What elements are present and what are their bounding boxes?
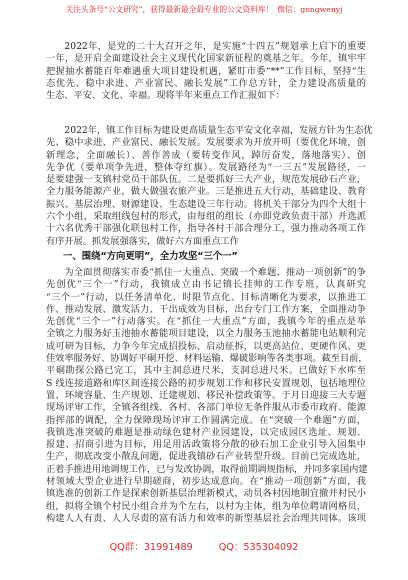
section-1-line: S 线连接道路和库区间连接公路的初步规划工作和移民安置规划，包括地理位: [46, 377, 366, 389]
section-1-heading: 一、围绕“方向更明”，全力攻坚“三个一”: [63, 251, 238, 262]
section-1-line: 镇选准的创新工作是探索创新基层治理新模式，动员各村因地制宜撤并村民小: [46, 488, 366, 500]
section-1-line: “三个一”行动，以任务清单化、时限节点化、目标清晰化为要求，以推进工: [46, 291, 366, 303]
intro-line: 一年，是开启全面建设社会主义现代化国家新征程的奠基之年。今年，镇牢牢: [46, 53, 366, 65]
section-1-body: [46, 267, 366, 525]
section-1-line: 我镇选准突破的难题是推动绿色建材产业园建设，以完成园区选址、规划、: [46, 426, 366, 438]
section-1-line: 置、环境容量、生产规划、迁建规划、移民补偿政策等。于月日迎接三大专题: [46, 389, 366, 401]
qq-number: QQ：535304092: [218, 542, 299, 553]
section-1-line: 构建人人有责、人人尽责的富有活力和效率的新型基层社会治理共同体。该项: [46, 512, 366, 524]
section-1-line: 现场评审工作，全镇各组线、各村、各部门单位无条件服从市委市政府、能源: [46, 402, 366, 414]
section-1-line: 报建、招商引进为目标，用足用活政策将分散的砂石加工企业引导入园集中: [46, 439, 366, 451]
goals-paragraph: [46, 125, 373, 248]
intro-line: 2022年，是党的二十大召开之年，是实施“十四五”规划承上启下的重要: [64, 41, 366, 52]
section-1-line: 作、推动发展、激发活力、干出成效为目标，出台专门工作方案，全面推动争: [46, 303, 366, 315]
section-1-line: 正着手推进用地调规工作，已与发改协调，取得前期调规指标，并同多家国内建: [46, 463, 368, 475]
section-1-line: 指挥部的调配，全力保障现场评审工作圆满完成。在“突破一个难题”方面，: [46, 414, 366, 426]
promo-banner: [0, 5, 408, 15]
goals-line: 十六名优秀干部强化联包村工作，指导各村干部合理分工，强力推动各项工作: [46, 223, 366, 235]
intro-line: 把握抽水蓄能百年难遇重大项目建设机遇，紧盯市委“**”工作目标，坚持“生: [46, 65, 366, 77]
section-1-line: 平硐勘探公路已完工，其中主洞总进尺米，支洞总进尺米。已做好下水库至: [46, 365, 366, 377]
goals-line: 振兴、基层治理、财源建设、生态建设三年行动。将机关干部分为四个大组十: [46, 198, 366, 210]
goals-line: 全力服务能源产业，做大做强农旅产业。三是推进五大行动，基础建设、教育: [46, 186, 366, 198]
intro-line: 态优先、稳中求进、产业富民、融长发展”工作总方针，全力建设高质量的: [46, 77, 366, 89]
goals-line: 六个小组，采取组线包村的形式，由每组的组长（亦即党政负责干部）并选派: [46, 211, 366, 223]
section-1-line: 生产，彻底改变小散乱问题，促进我镇砂石产业转型升级。目前已完成选址，: [46, 451, 366, 463]
section-1-line: 为全面贯彻落实市委“抓住一大重点、突破一个难题、推动一项创新”的争: [64, 267, 366, 278]
contact-footer: [0, 541, 408, 554]
section-1-line: 先创优“三个一”行动，我镇成立由书记镇长挂帅的工作专班，认真研究: [46, 279, 366, 291]
wechat-id: 微信：gongwenyj: [277, 5, 343, 14]
promo-text: 关注头条号“公文研究”，获得最新最全最专业的公文资料库！: [65, 5, 274, 14]
intro-line: 生态、平安、文化、幸福。现将半年来重点工作汇报如下：: [46, 90, 285, 102]
section-1-line: 先创优“三个一”行动落实。在“抓住一大重点”方面，我镇今年的重点是举: [46, 316, 366, 328]
goals-line: 2022年，镇工作目标为建设更高质量生态平安文化幸福，发展方针为生态优: [64, 125, 373, 136]
section-1-line: 全镇之力服务好玉池抽水蓄能项目建设，以全力服务玉池抽水蓄能电站顺利完: [46, 328, 366, 340]
goals-line: 新理念，全面融长）、善作善成（要转变作风，踔厉奋发，落地落实）、创: [46, 149, 366, 161]
qq-group-number: QQ群：31991489: [109, 542, 193, 553]
goals-line: 先争优（要单项争先进，整体夺红旗）。发展路径为“一三五”发展路径，一: [46, 161, 366, 173]
intro-paragraph: [46, 41, 366, 102]
section-1-line: 组，拟将全镇个村民小组合并为个左右，以村为主体，组为单位聘请网格员，: [46, 500, 366, 512]
goals-line: 先、稳中求进、产业富民、融长发展。发展要求为开放开明（要优化环境，创: [46, 137, 366, 149]
section-1-line: 材领域大型企业进行早期磋商，初步达成意向。在“推动一项创新”方面，我: [46, 476, 366, 488]
section-1-line: 成可研为目标，力争今年完成招投标、启动征拆，以更高站位、更硬作风、更: [46, 340, 366, 352]
section-1-line: 佳效率服务好、协调好平硐开挖、材料运输、爆破影响等各类事项。截至目前，: [46, 353, 368, 365]
goals-line: 有序开展。抓发展强落实，做好六方面重点工作: [46, 235, 239, 247]
goals-line: 是要建强一支镇村党员干部队伍。二是要抓好三大产业，规范发展砂石产业，: [46, 174, 366, 186]
